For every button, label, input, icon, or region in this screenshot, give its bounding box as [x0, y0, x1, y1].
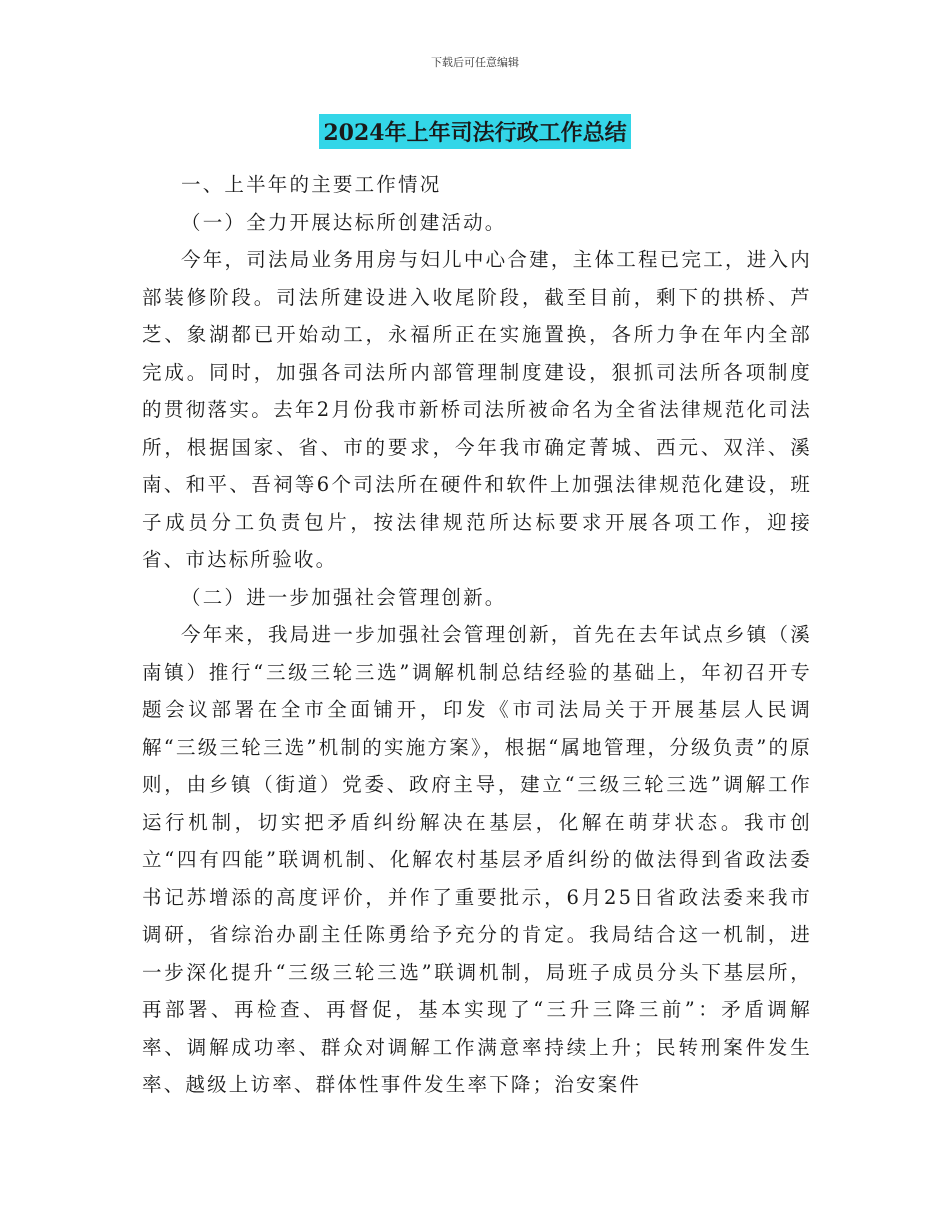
- title-container: [0, 114, 950, 149]
- section-heading: 一、上半年的主要工作情况: [181, 173, 442, 196]
- body-paragraph: 今年来，我局进一步加强社会管理创新，首先在去年试点乡镇（溪南镇）推行“三级三轮三选”调解机制总结经验的基础上，年初召开专题会议部署在全市全面铺开，印发《市司法局关于开展基层人民调解“三级三轮三选”机制的实施方案》，根据“属地管理，分级负责”的原则，由乡镇（街道）党委、政府主导，建立“三级三轮三选”调解工作运行机制，切实把矛盾纠纷解决在基层，化解在萌芽状态。我市创立“四有四能”联调机制、化解农村基层矛盾纠纷的做法得到省政法委书记苏增添的高度评价，并作了重要批示，6月25日省政法委来我市调研，省综治办副主任陈勇给予充分的肯定。我局结合这一机制，进一步深化提升“三级三轮三选”联调机制，局班子成员分头下基层所，再部署、再检查、再督促，基本实现了“三升三降三前”：矛盾调解率、调解成功率、群众对调解工作满意率持续上升；民转刑案件发生率、越级上访率、群体性事件发生率下降；治安案件: [142, 623, 812, 1096]
- subsection-heading: （二）进一步加强社会管理创新。: [181, 585, 507, 609]
- subsection-heading: （一）全力开展达标所创建活动。: [181, 210, 507, 234]
- header-note: 下载后可任意编辑: [431, 56, 519, 69]
- document-body: [142, 166, 812, 1104]
- document-title: 2024年上年司法行政工作总结: [319, 114, 630, 149]
- body-paragraph: 今年，司法局业务用房与妇儿中心合建，主体工程已完工，进入内部装修阶段。司法所建设进入收尾阶段，截至目前，剩下的拱桥、芦芝、象湖都已开始动工，永福所正在实施置换，各所力争在年内全部完成。同时，加强各司法所内部管理制度建设，狠抓司法所各项制度的贯彻落实。去年2月份我市新桥司法所被命名为全省法律规范化司法所，根据国家、省、市的要求，今年我市确定菁城、西元、双洋、溪南、和平、吾祠等6个司法所在硬件和软件上加强法律规范化建设，班子成员分工负责包片，按法律规范所达标要求开展各项工作，迎接省、市达标所验收。: [142, 248, 812, 571]
